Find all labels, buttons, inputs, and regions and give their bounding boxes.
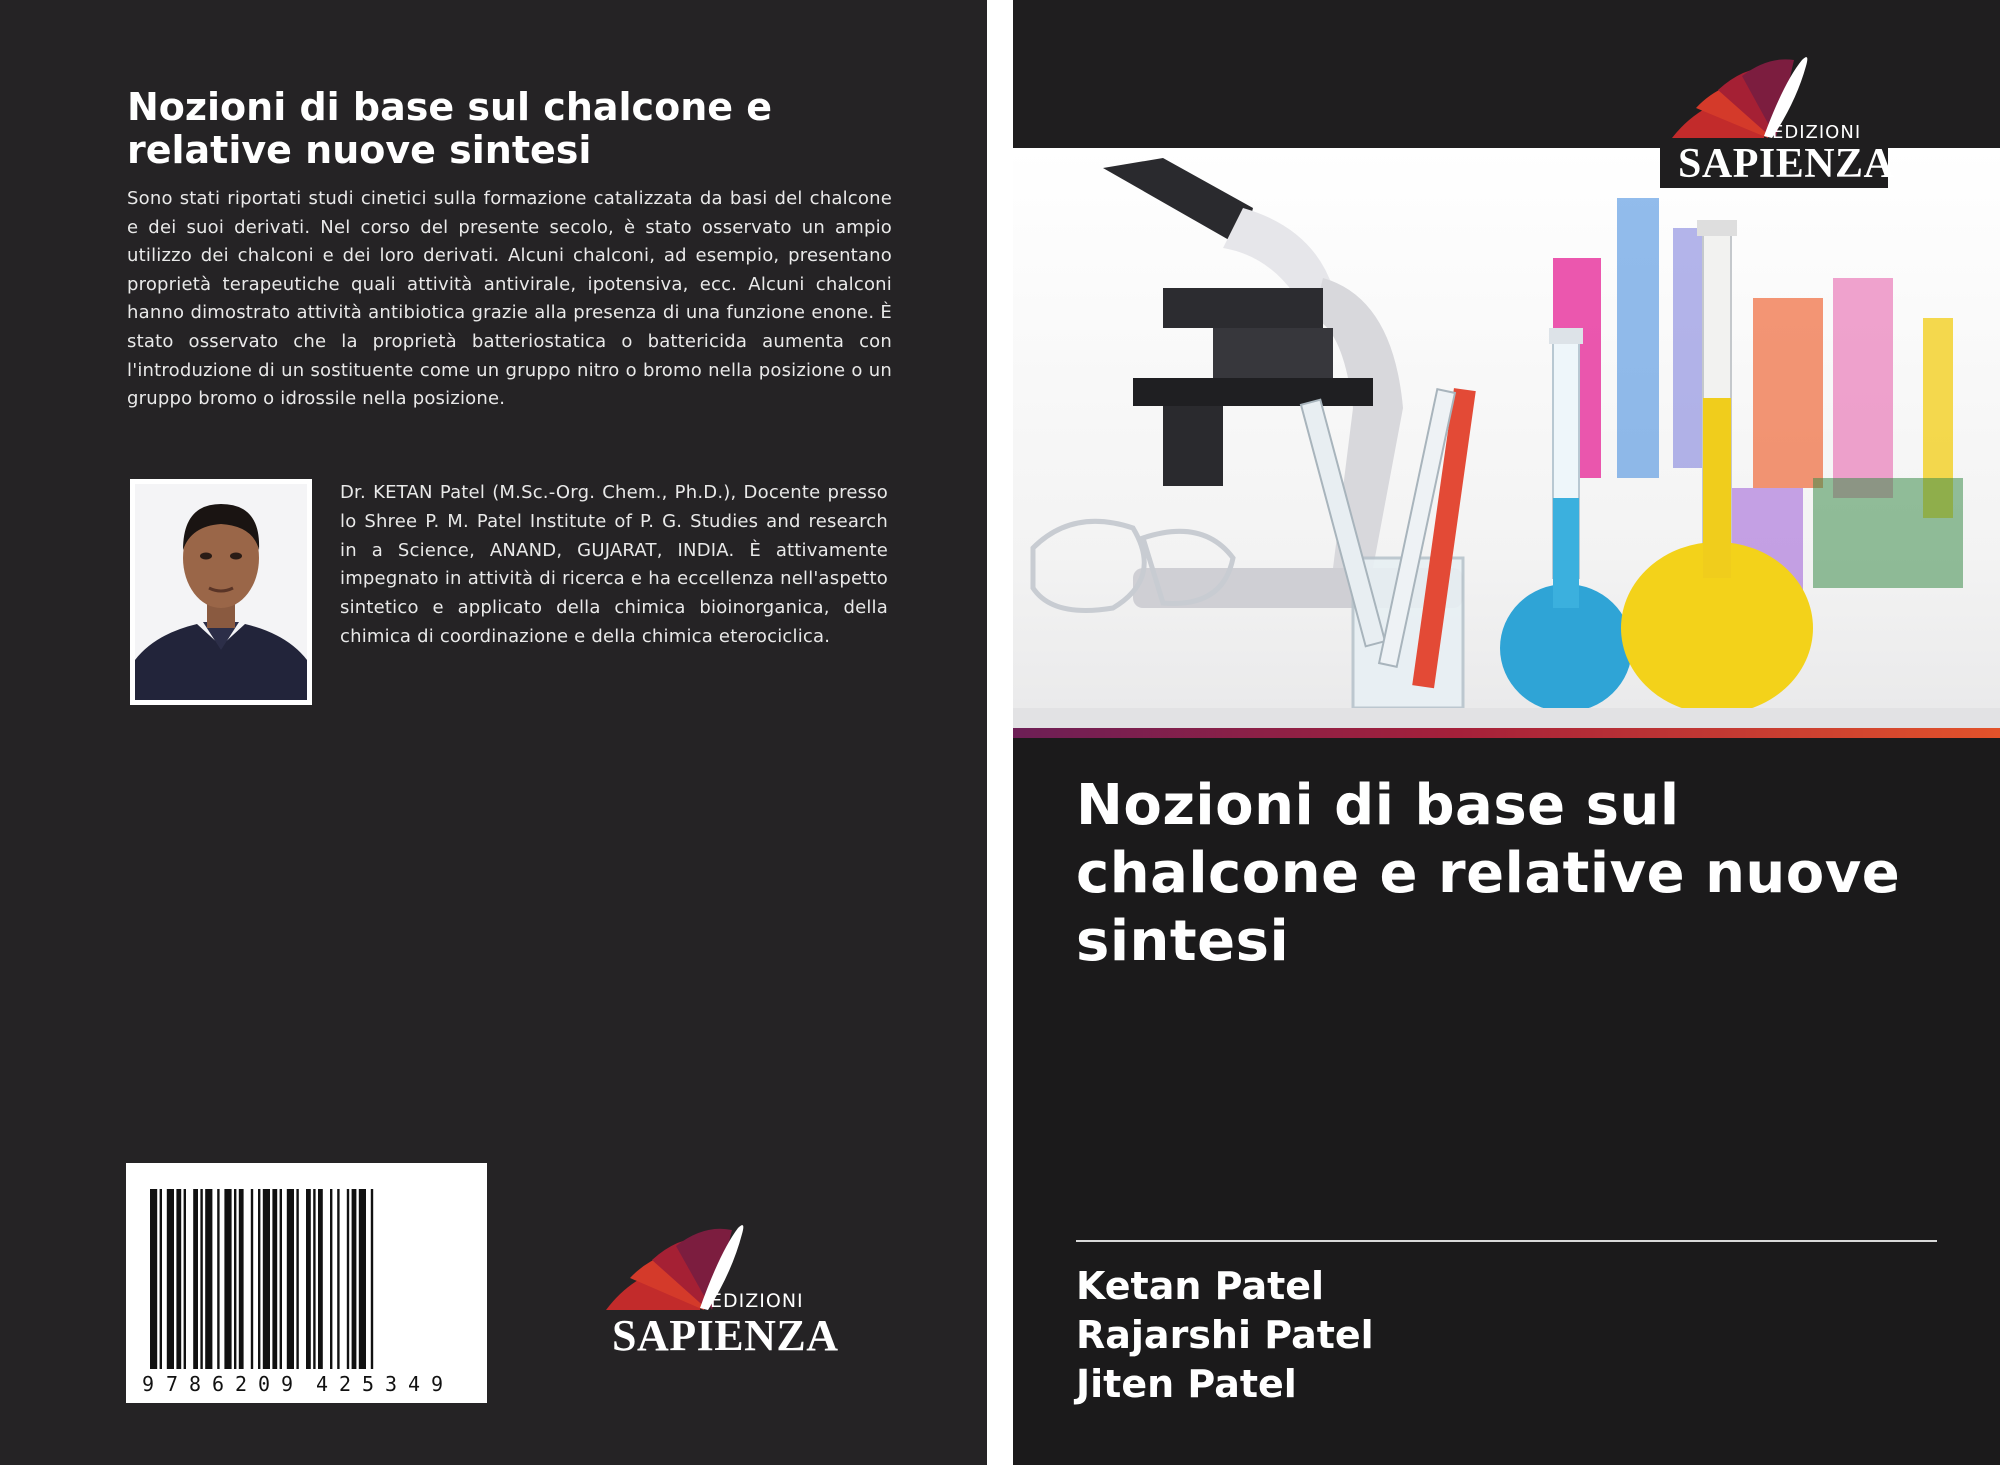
- barcode-bar: [239, 1189, 244, 1369]
- barcode-digit: 4: [316, 1372, 329, 1396]
- barcode-bar: [330, 1189, 332, 1369]
- front-cover-title: Nozioni di base sul chalcone e relative nuove sintesi: [1076, 773, 1901, 974]
- author-name: Ketan Patel: [1076, 1264, 1325, 1308]
- author-name: Rajarshi Patel: [1076, 1313, 1374, 1357]
- barcode-digit: 4: [408, 1372, 421, 1396]
- barcode-bar: [150, 1189, 157, 1369]
- publisher-logo-back: [600, 1222, 839, 1362]
- barcode-bar: [306, 1189, 311, 1369]
- barcode-digit: 9: [142, 1372, 155, 1396]
- barcode-bar: [296, 1189, 298, 1369]
- barcode-digit: 0: [258, 1372, 271, 1396]
- barcode-bar: [200, 1189, 202, 1369]
- back-cover-title: Nozioni di base sul chalcone e relative nuove sintesi: [127, 85, 773, 172]
- barcode-bar: [352, 1189, 357, 1369]
- barcode-bar: [224, 1189, 231, 1369]
- barcode-bar: [337, 1189, 339, 1369]
- author-list: [1076, 1262, 1374, 1409]
- barcode-digit: 9: [281, 1372, 294, 1396]
- logo-edizioni-text: EDIZIONI: [710, 1290, 804, 1312]
- cover-photo-lab-glassware: [1013, 148, 2000, 728]
- logo-sapienza-text: SAPIENZA: [612, 1311, 839, 1360]
- logo-edizioni-text: EDIZIONI: [1772, 122, 1862, 143]
- barcode-bar: [217, 1189, 219, 1369]
- barcode-digit: 7: [166, 1372, 179, 1396]
- barcode-bar: [167, 1189, 174, 1369]
- barcode-bar: [234, 1189, 236, 1369]
- barcode-bar: [287, 1189, 294, 1369]
- barcode-digit: 2: [339, 1372, 352, 1396]
- barcode-bar: [258, 1189, 260, 1369]
- barcode-digit: 3: [385, 1372, 398, 1396]
- book-blurb: Sono stati riportati studi cinetici sulla formazione catalizzata da basi del chalcone e dei suoi derivati. Nel corso del presente secolo, è stato osservato un ampio utilizzo dei chalconi e dei loro derivati. Alcuni chalconi, ad esempio, presentano proprietà terapeutiche quali attività antivirale, ipotensiva, ecc. Alcuni chalconi hanno dimostrato attività antibiotica grazie alla presenza di una funzione enone. È stato osservato che la proprietà batteriostatica o battericida aumenta con l'introduzione di un sostituente come un gruppo nitro o bromo nella posizione o un gruppo bromo o idrossile nella posizione.: [127, 188, 892, 410]
- author-photo: [130, 479, 312, 705]
- barcode-bar: [371, 1189, 373, 1369]
- barcode-digit: 2: [235, 1372, 248, 1396]
- author-bio: Dr. KETAN Patel (M.Sc.-Org. Chem., Ph.D.), Docente presso lo Shree P. M. Patel Institute of P. G. Studies and research in a Science, ANAND, GUJARAT, INDIA. È attivamente impegnato in attività di ricerca e ha eccellenza nell'aspetto sintetico e applicato della chimica bioinorganica, della chimica di coordinazione e della chimica eterociclica.: [340, 482, 888, 647]
- barcode-bar: [205, 1189, 212, 1369]
- barcode-bar: [193, 1189, 198, 1369]
- publisher-logo-front: [1660, 56, 1895, 188]
- barcode-bar: [272, 1189, 277, 1369]
- barcode-bar: [313, 1189, 315, 1369]
- barcode-bar: [280, 1189, 282, 1369]
- barcode-bar: [160, 1189, 162, 1369]
- barcode-digit: 9: [431, 1372, 444, 1396]
- barcode-bar: [176, 1189, 181, 1369]
- barcode-bar: [359, 1189, 366, 1369]
- barcode-digit: 6: [212, 1372, 225, 1396]
- barcode-bar: [347, 1189, 349, 1369]
- author-divider: [1076, 1240, 1937, 1242]
- barcode-digit: 5: [362, 1372, 375, 1396]
- barcode-bar: [263, 1189, 270, 1369]
- author-name: Jiten Patel: [1076, 1362, 1297, 1406]
- barcode-digit: 8: [189, 1372, 202, 1396]
- logo-sapienza-text: SAPIENZA: [1678, 141, 1895, 187]
- accent-stripe: [1013, 728, 2000, 738]
- barcode-bar: [184, 1189, 186, 1369]
- isbn-barcode: [126, 1163, 487, 1403]
- barcode-bar: [318, 1189, 323, 1369]
- barcode-bar: [251, 1189, 253, 1369]
